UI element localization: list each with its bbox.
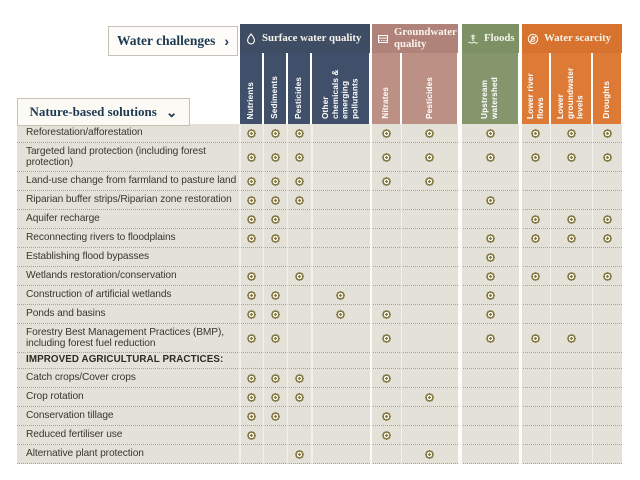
column-header-lower-groundwater-levels	[551, 53, 591, 124]
solution-row-ponds-and-basins	[17, 305, 622, 324]
flood-gauge-icon	[467, 33, 479, 45]
matrix-dot	[247, 234, 256, 243]
matrix-dot	[295, 153, 304, 162]
matrix-dot	[247, 393, 256, 402]
matrix-dot	[382, 153, 391, 162]
water-challenges-label: Water challenges	[116, 33, 216, 48]
solution-label: Crop rotation	[26, 391, 84, 403]
challenge-header-label: Water scarcity	[544, 31, 612, 44]
matrix-dot	[425, 450, 434, 459]
matrix-dot	[486, 291, 495, 300]
matrix-dot	[247, 334, 256, 343]
matrix-dot	[567, 153, 576, 162]
matrix-dot	[271, 234, 280, 243]
solution-label: Land-use change from farmland to pasture land	[26, 175, 237, 187]
matrix-dot	[425, 129, 434, 138]
matrix-dot	[531, 234, 540, 243]
solution-label: Reforestation/afforestation	[26, 127, 143, 139]
matrix-dot	[382, 177, 391, 186]
matrix-dot	[531, 272, 540, 281]
matrix-dot	[567, 272, 576, 281]
matrix-dot	[271, 412, 280, 421]
section-row-improved-agricultural-practices	[17, 353, 622, 369]
matrix-dot	[603, 153, 612, 162]
solution-label: Catch crops/Cover crops	[26, 372, 136, 384]
chevron-down-icon: ⌄	[165, 104, 178, 120]
solution-row-catch-crops-cover-crops	[17, 369, 622, 388]
challenge-header-floods	[462, 24, 519, 53]
challenge-header-label: Surface water quality	[262, 31, 362, 44]
matrix-dot	[271, 374, 280, 383]
matrix-dot	[295, 450, 304, 459]
matrix-dot	[425, 177, 434, 186]
column-header-label: Nitrates	[380, 87, 391, 119]
matrix-dot	[271, 393, 280, 402]
matrix-dot	[271, 177, 280, 186]
solution-label: Aquifer recharge	[26, 213, 100, 225]
nature-based-solutions-toggle[interactable]	[17, 98, 190, 126]
matrix-dot	[382, 310, 391, 319]
matrix-dot	[247, 272, 256, 281]
column-header-lower-river-flows	[522, 53, 549, 124]
column-header-label: Lower river flows	[524, 73, 545, 119]
chevron-right-icon: ›	[224, 33, 230, 49]
matrix-dot	[531, 129, 540, 138]
solution-label: Reduced fertiliser use	[26, 429, 123, 441]
matrix-dot	[382, 412, 391, 421]
challenge-header-groundwater-quality	[372, 24, 458, 53]
matrix-dot	[603, 129, 612, 138]
challenge-header-label: Groundwater quality	[394, 25, 457, 50]
matrix-dot	[486, 334, 495, 343]
matrix-dot	[295, 177, 304, 186]
matrix-dot	[382, 374, 391, 383]
solution-row-reconnecting-rivers-to-floodplains	[17, 229, 622, 248]
matrix-dot	[295, 196, 304, 205]
water-scarcity-icon	[527, 33, 539, 45]
matrix-dot	[247, 412, 256, 421]
matrix-dot	[295, 393, 304, 402]
column-header-label: Sediments	[269, 76, 280, 119]
matrix-dot	[295, 374, 304, 383]
matrix-dot	[425, 153, 434, 162]
solution-row-wetlands-restoration-conservation	[17, 267, 622, 286]
matrix-dot	[247, 196, 256, 205]
challenge-header-surface-water-quality	[240, 24, 370, 53]
challenge-header-label: Floods	[484, 31, 515, 44]
matrix-dot	[271, 291, 280, 300]
matrix-dot	[486, 196, 495, 205]
solution-label: IMPROVED AGRICULTURAL PRACTICES:	[26, 354, 224, 366]
solution-row-alternative-plant-protection	[17, 445, 622, 464]
matrix-dot	[336, 310, 345, 319]
matrix-dot	[486, 153, 495, 162]
solution-row-aquifer-recharge	[17, 210, 622, 229]
matrix-dot	[247, 291, 256, 300]
matrix-dot	[382, 334, 391, 343]
column-header-label: Pesticides	[423, 76, 434, 119]
solution-label: Establishing flood bypasses	[26, 251, 150, 263]
matrix-dot	[295, 272, 304, 281]
column-header-label: Other chemicals & emerging pollutants	[319, 69, 360, 119]
solution-row-forestry-best-management-practices-bmp-including-forest-fuel-reduction	[17, 324, 622, 353]
matrix-dot	[271, 215, 280, 224]
matrix-dot	[295, 129, 304, 138]
column-header-label: Nutrients	[245, 81, 256, 119]
matrix-dot	[531, 334, 540, 343]
solution-row-construction-of-artificial-wetlands	[17, 286, 622, 305]
matrix-dot	[603, 272, 612, 281]
solution-row-riparian-buffer-strips-riparian-zone-restoration	[17, 191, 622, 210]
matrix-dot	[486, 234, 495, 243]
matrix-dot	[336, 291, 345, 300]
solution-row-reforestation-afforestation	[17, 124, 622, 143]
solution-label: Conservation tillage	[26, 410, 114, 422]
matrix-dot	[486, 129, 495, 138]
solution-row-conservation-tillage	[17, 407, 622, 426]
solution-row-reduced-fertiliser-use	[17, 426, 622, 445]
solution-label: Reconnecting rivers to floodplains	[26, 232, 176, 244]
matrix-dot	[271, 196, 280, 205]
column-header-pesticides	[402, 53, 457, 124]
matrix-dot	[567, 129, 576, 138]
column-header-other-chemicals-emerging-pollutants	[312, 53, 369, 124]
solution-label: Targeted land protection (including forest protection)	[26, 145, 206, 168]
matrix-dot	[247, 215, 256, 224]
column-header-sediments	[264, 53, 286, 124]
matrix-dot	[271, 310, 280, 319]
solution-label: Riparian buffer strips/Riparian zone restoration	[26, 194, 232, 206]
solution-row-establishing-flood-bypasses	[17, 248, 622, 267]
droplet-icon	[245, 33, 257, 45]
challenge-header-water-scarcity	[522, 24, 622, 53]
column-header-upstream-watershed	[462, 53, 518, 124]
solution-label: Forestry Best Management Practices (BMP), including forest fuel reduction	[26, 326, 225, 349]
matrix-dot	[531, 215, 540, 224]
column-header-label: Pesticides	[293, 76, 304, 119]
column-header-label: Upstream watershed	[479, 77, 499, 119]
nature-based-solutions-label: Nature-based solutions	[29, 104, 157, 119]
strata-icon	[377, 33, 389, 45]
column-header-droughts	[593, 53, 621, 124]
solution-row-land-use-change-from-farmland-to-pasture-land	[17, 172, 622, 191]
matrix-dot	[567, 215, 576, 224]
matrix-dot	[486, 253, 495, 262]
solutions-rows	[17, 124, 622, 464]
matrix-dot	[247, 310, 256, 319]
matrix-dot	[247, 177, 256, 186]
matrix-dot	[271, 129, 280, 138]
column-header-label: Droughts	[601, 81, 612, 119]
matrix-dot	[531, 153, 540, 162]
column-header-label: Lower groundwater levels	[555, 67, 585, 119]
matrix-dot	[247, 129, 256, 138]
solution-label: Construction of artificial wetlands	[26, 289, 172, 301]
solution-label: Wetlands restoration/conservation	[26, 270, 177, 282]
solution-label: Alternative plant protection	[26, 448, 144, 460]
matrix-dot	[382, 129, 391, 138]
matrix-dot	[247, 153, 256, 162]
solution-row-crop-rotation	[17, 388, 622, 407]
matrix-dot	[425, 393, 434, 402]
matrix-dot	[486, 272, 495, 281]
matrix-dot	[603, 234, 612, 243]
matrix-dot	[486, 310, 495, 319]
matrix-dot	[247, 374, 256, 383]
column-header-pesticides	[288, 53, 310, 124]
solution-row-targeted-land-protection-including-forest-protection	[17, 143, 622, 172]
column-header-nutrients	[240, 53, 262, 124]
column-header-nitrates	[372, 53, 400, 124]
matrix-dot	[567, 334, 576, 343]
solution-label: Ponds and basins	[26, 308, 106, 320]
matrix-dot	[271, 334, 280, 343]
matrix-dot	[382, 431, 391, 440]
matrix-dot	[247, 431, 256, 440]
matrix-dot	[271, 153, 280, 162]
water-challenges-toggle[interactable]	[108, 26, 238, 56]
matrix-dot	[603, 215, 612, 224]
matrix-dot	[567, 234, 576, 243]
